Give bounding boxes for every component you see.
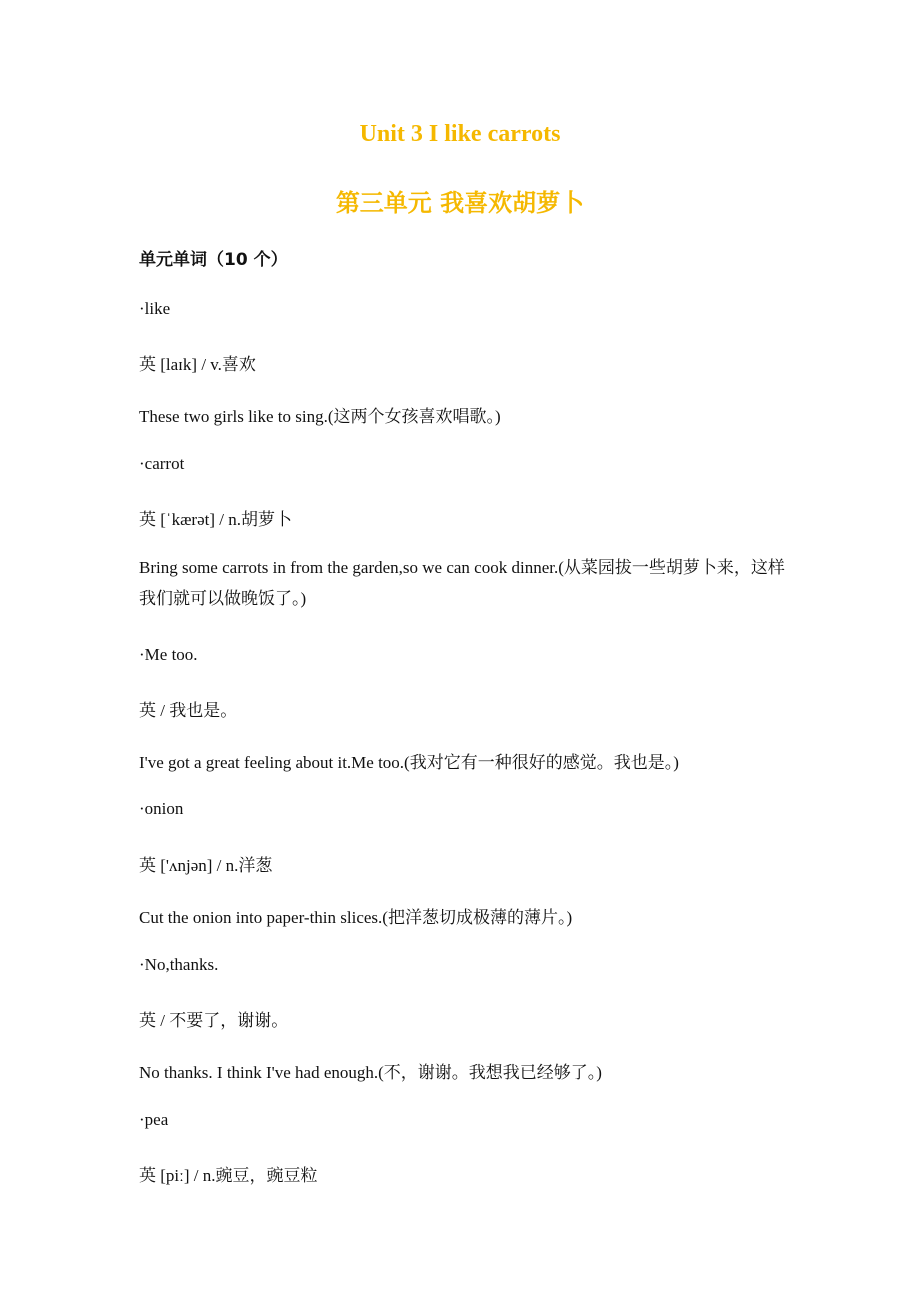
entry-word: ·Me too. — [139, 645, 198, 664]
entry-pronunciation: 英 [piː] / n.豌豆，豌豆粒 — [139, 1166, 318, 1185]
section-heading: 单元单词（10 个） — [139, 250, 288, 270]
entry-word: ·onion — [139, 799, 184, 818]
entry-example: No thanks. I think I've had enough.(不，谢谢。我想我已经够了。) — [139, 1063, 602, 1082]
entry-word: ·carrot — [139, 454, 185, 473]
document-title-english: Unit 3 I like carrots — [359, 121, 561, 147]
entry-example: Bring some carrots in from the garden,so we can cook dinner.(从菜园拔一些胡萝卜来，这样我们就可以做晚饭了。) — [139, 558, 785, 608]
entry-word: ·No,thanks. — [139, 955, 219, 974]
entry-pronunciation: 英 [ˈkærət] / n.胡萝卜 — [139, 510, 292, 529]
entry-word: ·pea — [139, 1110, 169, 1129]
entry-example: These two girls like to sing.(这两个女孩喜欢唱歌。) — [139, 407, 501, 426]
entry-pronunciation: 英 [laɪk] / v.喜欢 — [139, 355, 256, 374]
entry-pronunciation: 英 / 不要了，谢谢。 — [139, 1011, 289, 1030]
entry-pronunciation: 英 / 我也是。 — [139, 701, 238, 720]
entry-example: Cut the onion into paper-thin slices.(把洋葱切成极薄的薄片。) — [139, 908, 573, 927]
document-title-chinese: 第三单元 我喜欢胡萝卜 — [335, 189, 585, 217]
entry-word: ·like — [139, 299, 171, 318]
entry-pronunciation: 英 ['ʌnjən] / n.洋葱 — [139, 856, 273, 875]
entry-example: I've got a great feeling about it.Me too.(我对它有一种很好的感觉。我也是。) — [139, 753, 679, 772]
